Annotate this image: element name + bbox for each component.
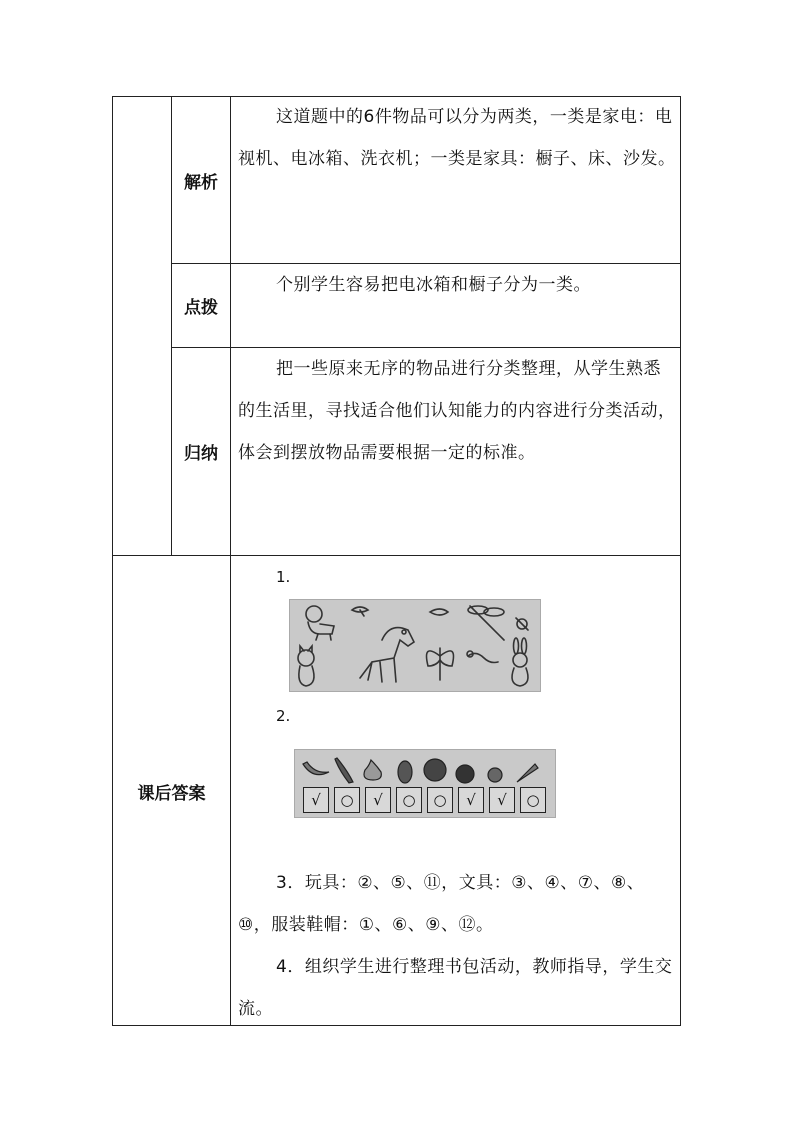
cucumber-icon	[335, 758, 353, 783]
q2-mark-box: ○	[520, 787, 546, 813]
animal-sketches	[290, 600, 540, 691]
dog-icon	[306, 606, 334, 640]
q4-answer: 4．组织学生进行整理书包活动，教师指导，学生交流。	[238, 957, 673, 1019]
apple-icon	[456, 765, 474, 783]
eggplant-icon	[398, 761, 412, 783]
q2-mark-box: √	[365, 787, 391, 813]
label-jiexi: 解析	[184, 172, 218, 193]
q2-number: 2.	[276, 707, 291, 725]
cabbage-icon	[424, 759, 446, 781]
q2-mark-box: √	[303, 787, 329, 813]
pear-icon	[364, 760, 381, 780]
text-guina: 把一些原来无序的物品进行分类整理，从学生熟悉的生活里，寻找适合他们认知能力的内容进行分类活动，体会到摆放物品需要根据一定的标准。	[238, 359, 676, 463]
butterfly-icon	[427, 648, 454, 680]
produce-sketches	[295, 750, 555, 786]
q2-mark-box: ○	[396, 787, 422, 813]
label-guina: 归纳	[184, 444, 218, 464]
dragonfly-icon	[468, 606, 504, 640]
carrot-icon	[517, 764, 538, 782]
bird-icon	[352, 607, 368, 616]
peach-icon	[488, 768, 502, 782]
banana-icon	[303, 762, 329, 775]
q2-mark-box: ○	[427, 787, 453, 813]
cat-icon	[298, 646, 314, 686]
q3-answer: 3．玩具：②、⑤、⑪，文具：③、④、⑦、⑧、⑩，服装鞋帽：①、⑥、⑨、⑫。	[238, 873, 645, 935]
bird-icon	[430, 609, 448, 615]
q1-animal-figure	[289, 599, 541, 692]
q2-mark-box: ○	[334, 787, 360, 813]
divider-col2	[230, 96, 231, 1026]
q2-mark-box: √	[489, 787, 515, 813]
rabbit-icon	[512, 638, 528, 686]
text-dianbo: 个别学生容易把电冰箱和橱子分为一类。	[276, 275, 591, 295]
caterpillar-icon	[467, 651, 498, 663]
bee-icon	[516, 618, 528, 630]
label-answers: 课后答案	[137, 783, 206, 804]
q2-mark-box: √	[458, 787, 484, 813]
horse-icon	[360, 628, 414, 682]
label-dianbo: 点拨	[184, 298, 218, 318]
text-jiexi: 这道题中的6件物品可以分为两类，一类是家电：电视机、电冰箱、洗衣机；一类是家具：橱子、床、沙发。	[238, 107, 676, 169]
q1-number: 1.	[276, 568, 291, 586]
